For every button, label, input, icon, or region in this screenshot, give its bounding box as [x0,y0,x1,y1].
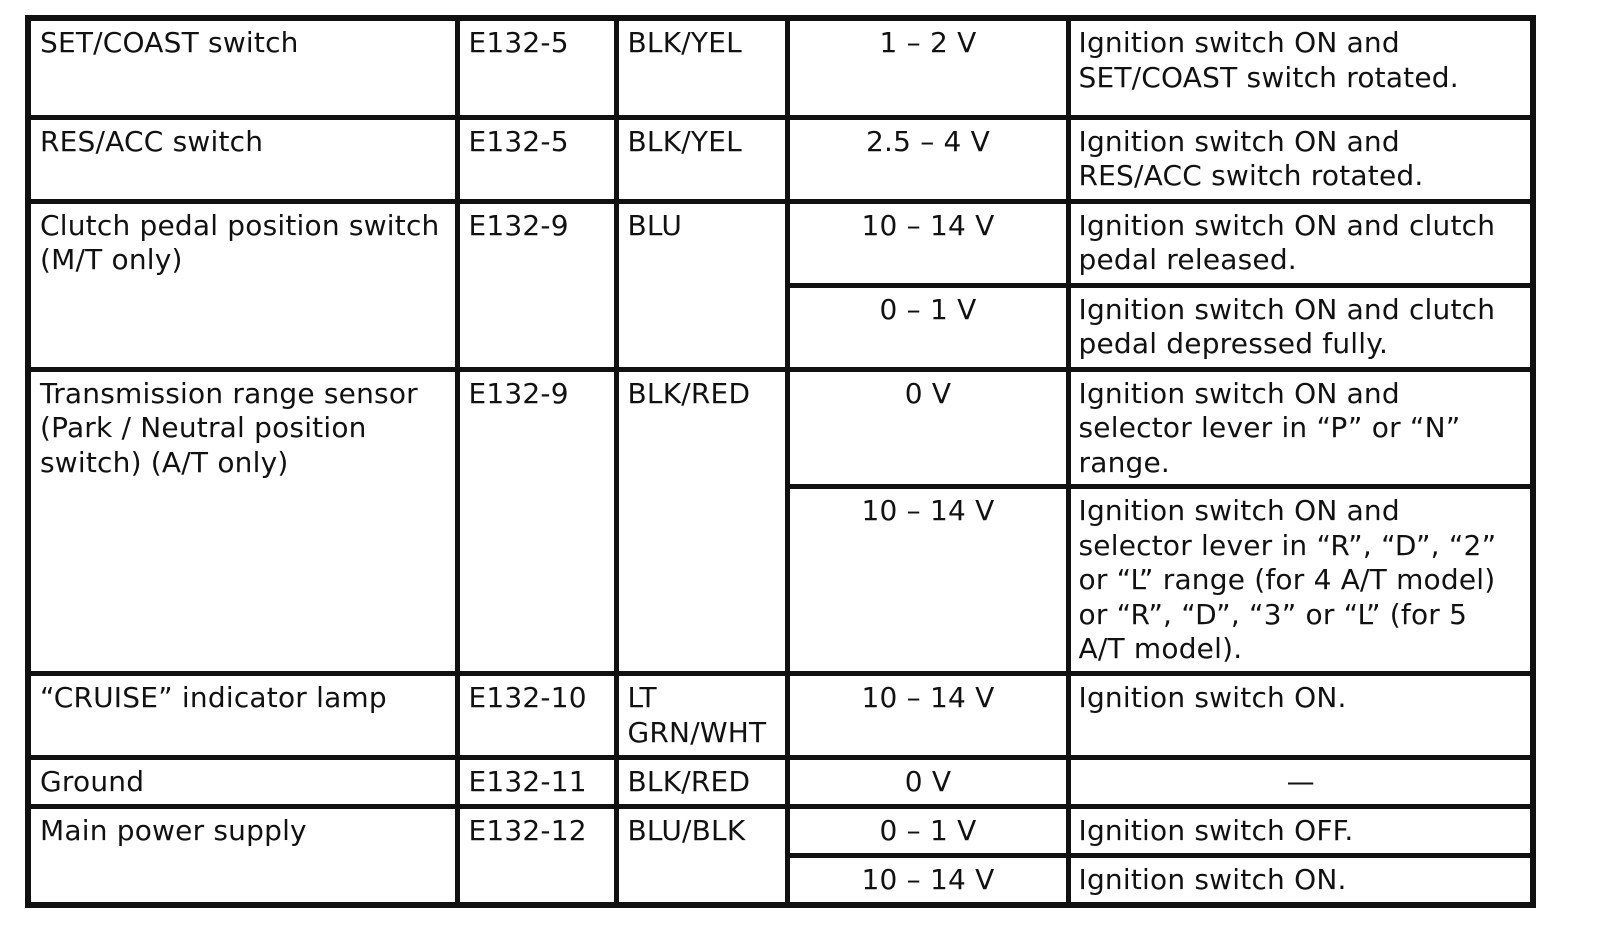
voltage-cell: 10 – 14 V [787,856,1068,905]
terminal-voltage-table [25,15,1536,908]
component-cell: “CRUISE” indicator lamp [28,674,457,758]
component-cell: Transmission range sensor (Park / Neutral position switch) (A/T only) [28,369,457,674]
terminal-cell: E132-10 [457,674,616,758]
voltage-cell: 2.5 – 4 V [787,117,1068,201]
wire-color-cell: BLU [616,201,787,369]
wire-color-cell: BLK/YEL [616,117,787,201]
terminal-cell: E132-5 [457,117,616,201]
wire-color-cell: BLK/RED [616,369,787,674]
voltage-cell: 0 V [787,758,1068,807]
component-cell: SET/COAST switch [28,18,457,117]
component-cell: Ground [28,758,457,807]
wire-color-cell: BLK/RED [616,758,787,807]
condition-cell: Ignition switch ON. [1068,674,1533,758]
voltage-cell: 10 – 14 V [787,201,1068,285]
wire-color-cell: BLK/YEL [616,18,787,117]
condition-cell: Ignition switch OFF. [1068,807,1533,856]
wire-color-cell: BLU/BLK [616,807,787,905]
voltage-cell: 10 – 14 V [787,674,1068,758]
condition-cell: Ignition switch ON and clutch pedal depressed fully. [1068,285,1533,369]
condition-cell: — [1068,758,1533,807]
voltage-cell: 0 V [787,369,1068,487]
condition-cell: Ignition switch ON and selector lever in “P” or “N” range. [1068,369,1533,487]
table-row [28,674,1533,758]
component-cell: Clutch pedal position switch (M/T only) [28,201,457,369]
voltage-cell: 1 – 2 V [787,18,1068,117]
condition-cell: Ignition switch ON and clutch pedal released. [1068,201,1533,285]
component-cell: RES/ACC switch [28,117,457,201]
terminal-cell: E132-9 [457,201,616,369]
terminal-cell: E132-12 [457,807,616,905]
terminal-cell: E132-11 [457,758,616,807]
voltage-cell: 10 – 14 V [787,487,1068,674]
table-row [28,758,1533,807]
table-row [28,807,1533,856]
component-cell: Main power supply [28,807,457,905]
condition-cell: Ignition switch ON and RES/ACC switch rotated. [1068,117,1533,201]
table-row [28,18,1533,117]
condition-cell: Ignition switch ON and selector lever in “R”, “D”, “2” or “L” range (for 4 A/T model) or “R”, “D”, “3” or “L” (for 5 A/T model). [1068,487,1533,674]
table-row [28,117,1533,201]
voltage-cell: 0 – 1 V [787,285,1068,369]
terminal-cell: E132-5 [457,18,616,117]
terminal-cell: E132-9 [457,369,616,674]
condition-cell: Ignition switch ON. [1068,856,1533,905]
table-row [28,201,1533,285]
voltage-cell: 0 – 1 V [787,807,1068,856]
table-row [28,369,1533,487]
wire-color-cell: LT GRN/WHT [616,674,787,758]
condition-cell: Ignition switch ON and SET/COAST switch rotated. [1068,18,1533,117]
